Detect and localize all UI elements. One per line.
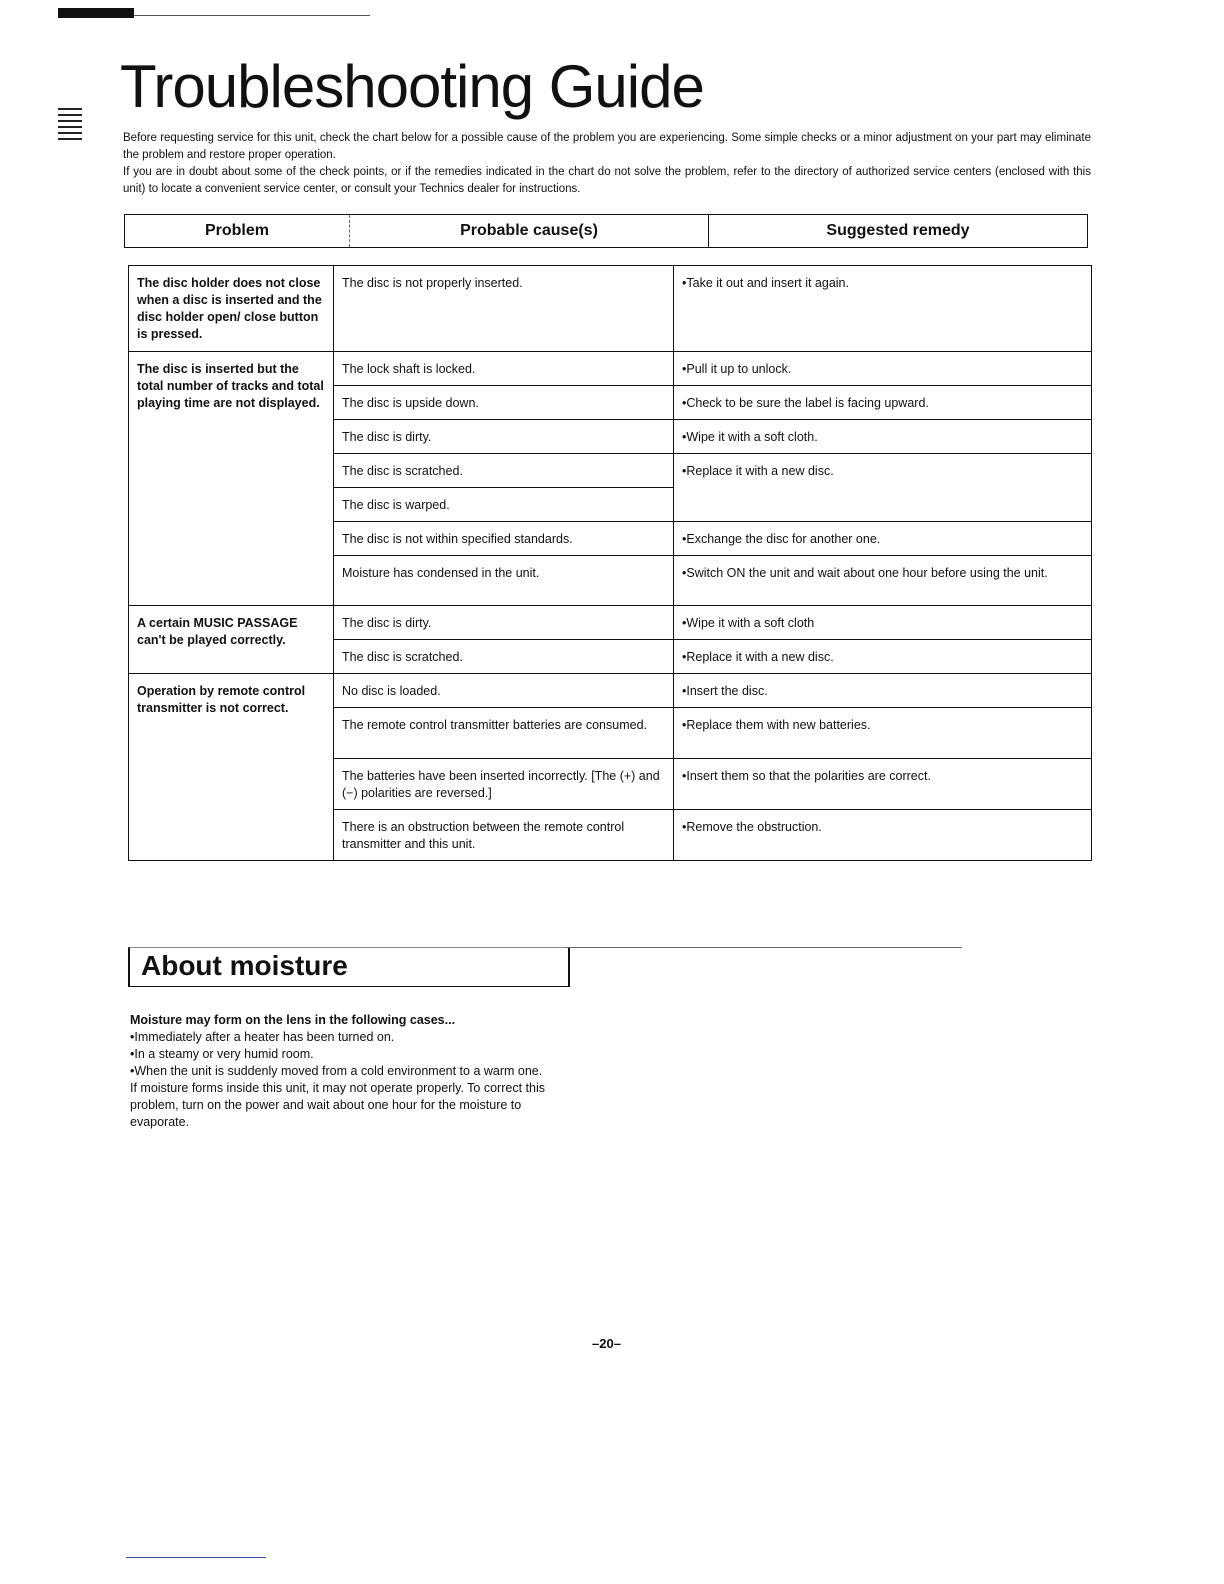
table-header [124, 214, 1088, 248]
remedy-cell: •Switch ON the unit and wait about one hour before using the unit. [674, 556, 1092, 606]
remedy-cell: •Insert them so that the polarities are correct. [674, 759, 1092, 810]
remedy-cell: •Insert the disc. [674, 674, 1092, 708]
cause-cell: The remote control transmitter batteries are consumed. [334, 708, 674, 759]
cause-cell: The disc is warped. [334, 488, 674, 522]
remedy-cell: •Check to be sure the label is facing upward. [674, 386, 1092, 420]
intro-paragraph-1: Before requesting service for this unit, check the chart below for a possible cause of the problem you are experiencing. Some simple checks or a minor adjustment on your part may eliminate the problem and restore proper operation. [123, 132, 1091, 161]
section-rule [566, 947, 962, 948]
remedy-cell: •Remove the obstruction. [674, 810, 1092, 861]
problem-cell: Operation by remote control transmitter is not correct. [129, 674, 334, 861]
remedy-cell: •Replace them with new batteries. [674, 708, 1092, 759]
moisture-lead: Moisture may form on the lens in the following cases... [130, 1013, 456, 1027]
intro-paragraph-2: If you are in doubt about some of the check points, or if the remedies indicated in the chart do not solve the problem, refer to the directory of authorized service centers (enclosed with this unit) to locate a convenient service center, or consult your Technics dealer for instructions. [123, 166, 1091, 195]
problem-cell: The disc is inserted but the total number of tracks and total playing time are not displayed. [129, 352, 334, 606]
header-problem: Problem [125, 215, 350, 247]
table-row [129, 606, 1092, 640]
cause-cell: The disc is dirty. [334, 606, 674, 640]
footer-rule [126, 1557, 266, 1558]
cause-cell: The disc is scratched. [334, 640, 674, 674]
remedy-cell: •Take it out and insert it again. [674, 266, 1092, 352]
binding-marks [58, 108, 82, 158]
list-item: •Immediately after a heater has been turned on. [130, 1030, 395, 1044]
cause-cell: The lock shaft is locked. [334, 352, 674, 386]
intro-text [123, 130, 1091, 198]
remedy-cell: •Wipe it with a soft cloth. [674, 420, 1092, 454]
list-item: •In a steamy or very humid room. [130, 1047, 314, 1061]
cause-cell: The disc is dirty. [334, 420, 674, 454]
scan-artifact-line [134, 15, 370, 16]
remedy-cell: •Exchange the disc for another one. [674, 522, 1092, 556]
remedy-cell: •Replace it with a new disc. [674, 640, 1092, 674]
cause-cell: The disc is upside down. [334, 386, 674, 420]
cause-cell: The disc is scratched. [334, 454, 674, 488]
moisture-closing: If moisture forms inside this unit, it may not operate properly. To correct this problem, turn on the power and wait about one hour for the moisture to evaporate. [130, 1081, 545, 1129]
cause-cell: The disc is not within specified standards. [334, 522, 674, 556]
cause-cell: The disc is not properly inserted. [334, 266, 674, 352]
header-probable-causes: Probable cause(s) [350, 215, 709, 247]
cause-cell: There is an obstruction between the remote control transmitter and this unit. [334, 810, 674, 861]
remedy-cell: •Wipe it with a soft cloth [674, 606, 1092, 640]
cause-cell: Moisture has condensed in the unit. [334, 556, 674, 606]
list-item: •When the unit is suddenly moved from a cold environment to a warm one. [130, 1064, 543, 1078]
moisture-section-body [130, 1012, 570, 1131]
cause-cell: No disc is loaded. [334, 674, 674, 708]
table-row [129, 266, 1092, 352]
problem-cell: A certain MUSIC PASSAGE can't be played correctly. [129, 606, 334, 674]
table-row [129, 674, 1092, 708]
remedy-cell: •Replace it with a new disc. [674, 454, 1092, 522]
page-number: –20– [592, 1336, 621, 1351]
troubleshooting-table [128, 265, 1092, 861]
scan-artifact-bar [58, 8, 134, 18]
header-suggested-remedy: Suggested remedy [826, 222, 970, 239]
remedy-cell: •Pull it up to unlock. [674, 352, 1092, 386]
page-title: Troubleshooting Guide [120, 53, 704, 120]
cause-cell: The batteries have been inserted incorrectly. [The (+) and (−) polarities are reversed.] [334, 759, 674, 810]
problem-cell: The disc holder does not close when a disc is inserted and the disc holder open/ close button is pressed. [129, 266, 334, 352]
table-row [129, 352, 1092, 386]
moisture-section-title: About moisture [141, 950, 348, 981]
